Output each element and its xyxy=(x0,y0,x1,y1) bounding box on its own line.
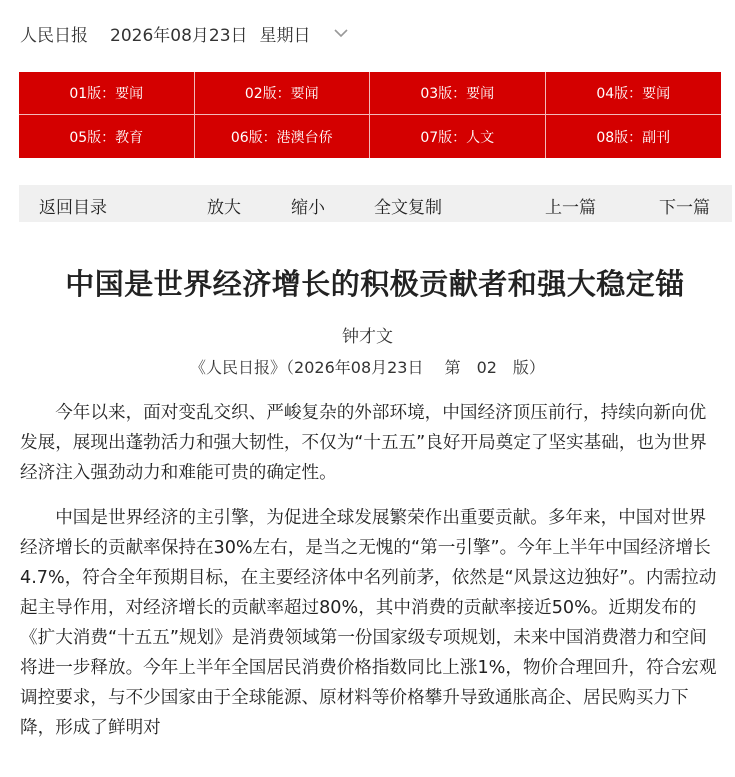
issue-date: 2026年08月23日 xyxy=(110,25,248,46)
zoom-in-button[interactable]: 放大 xyxy=(207,198,241,218)
article-paragraph: 中国是世界经济的主引擎，为促进全球发展繁荣作出重要贡献。多年来，中国对世界经济增长的贡献率保持在30%左右，是当之无愧的“第一引擎”。今年上半年中国经济增长4.7%，符合全年预期目标，在主要经济体中名列前茅，依然是“风景这边独好”。内需拉动起主导作用，对经济增长的贡献率超过80%，其中消费的贡献率接近50%。近期发布的《扩大消费“十五五”规划》是消费领域第一份国家级专项规划，未来中国消费潜力和空间将进一步释放。今年上半年全国居民消费价格指数同比上涨1%，物价合理回升，符合宏观调控要求，与不少国家由于全球能源、原材料等价格攀升导致通胀高企、居民购买力下降，形成了鲜明对 xyxy=(20,508,717,738)
paper-name: 人民日报 xyxy=(20,25,88,46)
zoom-out-button[interactable]: 缩小 xyxy=(291,198,325,218)
edition-link-03[interactable]: 03版：要闻 xyxy=(370,72,546,115)
previous-article-button[interactable]: 上一篇 xyxy=(545,198,596,218)
edition-link-02[interactable]: 02版：要闻 xyxy=(195,72,371,115)
edition-link-01[interactable]: 01版：要闻 xyxy=(19,72,195,115)
chevron-down-icon[interactable] xyxy=(333,25,349,41)
edition-link-05[interactable]: 05版：教育 xyxy=(19,115,195,158)
article-title: 中国是世界经济增长的积极贡献者和强大稳定锚 xyxy=(65,267,685,301)
article-paragraph: 今年以来，面对变乱交织、严峻复杂的外部环境，中国经济顶压前行，持续向新向优发展，展现出蓬勃活力和强大韧性，不仅为“十五五”良好开局奠定了坚实基础，也为世界经济注入强劲动力和难能可贵的确定性。 xyxy=(20,403,707,483)
article-body xyxy=(20,398,723,758)
weekday: 星期日 xyxy=(259,25,311,46)
copy-all-button[interactable]: 全文复制 xyxy=(374,198,442,218)
article-author: 钟才文 xyxy=(342,327,393,347)
back-to-index-button[interactable]: 返回目录 xyxy=(39,198,107,218)
edition-link-06[interactable]: 06版：港澳台侨 xyxy=(195,115,371,158)
edition-link-08[interactable]: 08版：副刊 xyxy=(546,115,722,158)
next-article-button[interactable]: 下一篇 xyxy=(659,198,710,218)
date-header xyxy=(20,18,349,48)
edition-link-04[interactable]: 04版：要闻 xyxy=(546,72,722,115)
edition-grid xyxy=(19,72,721,158)
article-source: 《人民日报》（2026年08月23日 第 02 版） xyxy=(190,358,545,377)
edition-link-07[interactable]: 07版：人文 xyxy=(370,115,546,158)
article-toolbar xyxy=(19,185,732,222)
